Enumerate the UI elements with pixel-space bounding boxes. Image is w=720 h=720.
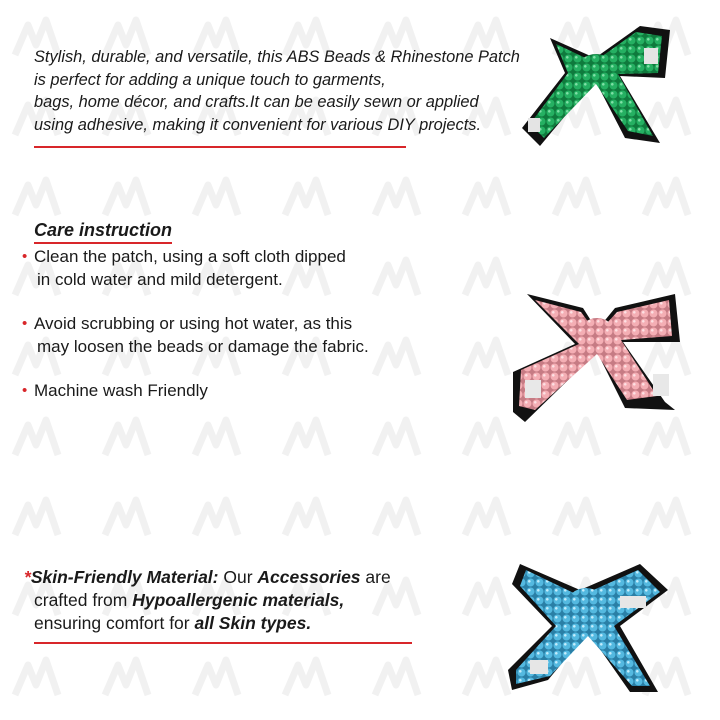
- care-title: Care instruction: [34, 220, 173, 240]
- skin-text: ensuring comfort for: [34, 613, 195, 633]
- care-list: [22, 246, 442, 425]
- pink-bow-image: [505, 282, 695, 422]
- care-item-line: in cold water and mild detergent.: [37, 269, 283, 289]
- skin-hypoallergenic: Hypoallergenic materials,: [132, 590, 345, 610]
- care-item-line: may loosen the beads or damage the fabric.: [37, 336, 369, 356]
- skin-text: Our: [218, 567, 258, 587]
- intro-line: using adhesive, making it convenient for various DIY projects.: [34, 115, 482, 134]
- skin-divider: [34, 642, 412, 644]
- care-item: [22, 246, 442, 291]
- care-item-line: Clean the patch, using a soft cloth dipped: [34, 247, 346, 266]
- bullet-icon: •: [22, 248, 28, 265]
- care-item: [22, 380, 442, 403]
- care-item-line: Machine wash Friendly: [34, 381, 208, 400]
- skin-heading: Skin-Friendly Material:: [30, 567, 219, 587]
- care-title-underline: [34, 242, 172, 244]
- green-bow-image: [510, 18, 680, 148]
- care-item-line: Avoid scrubbing or using hot water, as this: [34, 314, 353, 333]
- asterisk: *: [24, 567, 31, 587]
- intro-divider: [34, 146, 406, 148]
- skin-all-types: all Skin types.: [194, 613, 312, 633]
- intro-paragraph: [34, 46, 524, 136]
- skin-text: are: [360, 567, 391, 587]
- skin-text: crafted from: [34, 590, 133, 610]
- intro-line: is perfect for adding a unique touch to garments,: [34, 70, 386, 89]
- care-item: [22, 313, 442, 358]
- intro-line: Stylish, durable, and versatile, this ABS Beads & Rhinestone Patch: [34, 48, 520, 66]
- intro-line: bags, home décor, and crafts.It can be easily sewn or applied: [34, 93, 479, 111]
- skin-accessories: Accessories: [257, 567, 361, 587]
- blue-bow-image: [490, 560, 680, 700]
- skin-friendly-note: [24, 566, 404, 635]
- bullet-icon: •: [22, 382, 28, 399]
- bullet-icon: •: [22, 315, 28, 332]
